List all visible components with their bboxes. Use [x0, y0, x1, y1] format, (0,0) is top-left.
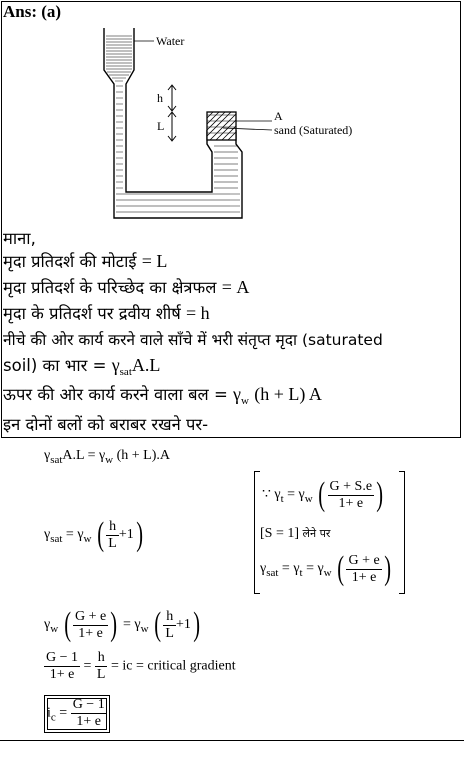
bottom-divider: [0, 740, 464, 741]
text-line-2: मृदा प्रतिदर्श की मोटाई = L: [3, 251, 168, 271]
bracket-line-1: ∵ $\gamma_t = \gamma_w$ ( $\frac{G + S.e}{1+ e}$ ): [262, 476, 384, 513]
equation-4: $\frac{G - 1}{1+ e}$ = $\frac{h}{L}$ = ic = critical gradient: [46, 650, 236, 682]
text-line-7: ऊपर की ओर कार्य करने वाला बल = $\gamma_w$ (h + L) A: [3, 384, 322, 407]
equation-3: $\gamma_w$ ( $\frac{G + e}{1+ e}$ ) = $\gamma_w$ ( $\frac{h}{L}$ +1): [44, 606, 200, 643]
l-label: L: [157, 119, 165, 133]
text-line-1: माना,: [3, 229, 36, 248]
equation-5: $i_c$ = $\frac{G - 1}{1+ e}$: [47, 697, 105, 729]
a-label: A: [274, 109, 283, 123]
h-arrow: [168, 85, 176, 111]
sand-label: sand (Saturated): [274, 123, 353, 137]
text-line-4: मृदा के प्रतिदर्श पर द्रवीय शीर्ष = h: [3, 303, 210, 323]
h-label: h: [157, 91, 163, 105]
text-line-6: soil) का भार = $\gamma_{sat}A.L$: [3, 355, 161, 378]
l-arrow: [168, 112, 176, 141]
bracket-line-3: $\gamma_{sat} = \gamma_t = \gamma_w$ ( $\frac{G + e}{1+ e}$ ): [260, 550, 391, 587]
equation-2: $\gamma_{sat} = \gamma_w$ ( $\frac{h}{L}$ +1): [44, 516, 143, 553]
text-line-8: इन दोनों बलों को बराबर रखने पर-: [3, 415, 209, 434]
bracket-line-2: [S = 1] लेने पर: [260, 526, 331, 541]
text-line-3: मृदा प्रतिदर्श के परिच्छेद का क्षेत्रफल = A: [3, 277, 250, 297]
water-hatch: [106, 36, 132, 81]
permeameter-diagram: [90, 22, 370, 222]
answer-label: Ans: (a): [3, 2, 62, 21]
water-label: Water: [156, 34, 185, 48]
text-line-5: नीचे की ओर कार्य करने वाले साँचे में भरी संतृप्त मृदा (saturated: [3, 331, 383, 349]
equation-1: $\gamma_{sat}A.L = \gamma_w$ (h + L).A: [44, 448, 170, 466]
